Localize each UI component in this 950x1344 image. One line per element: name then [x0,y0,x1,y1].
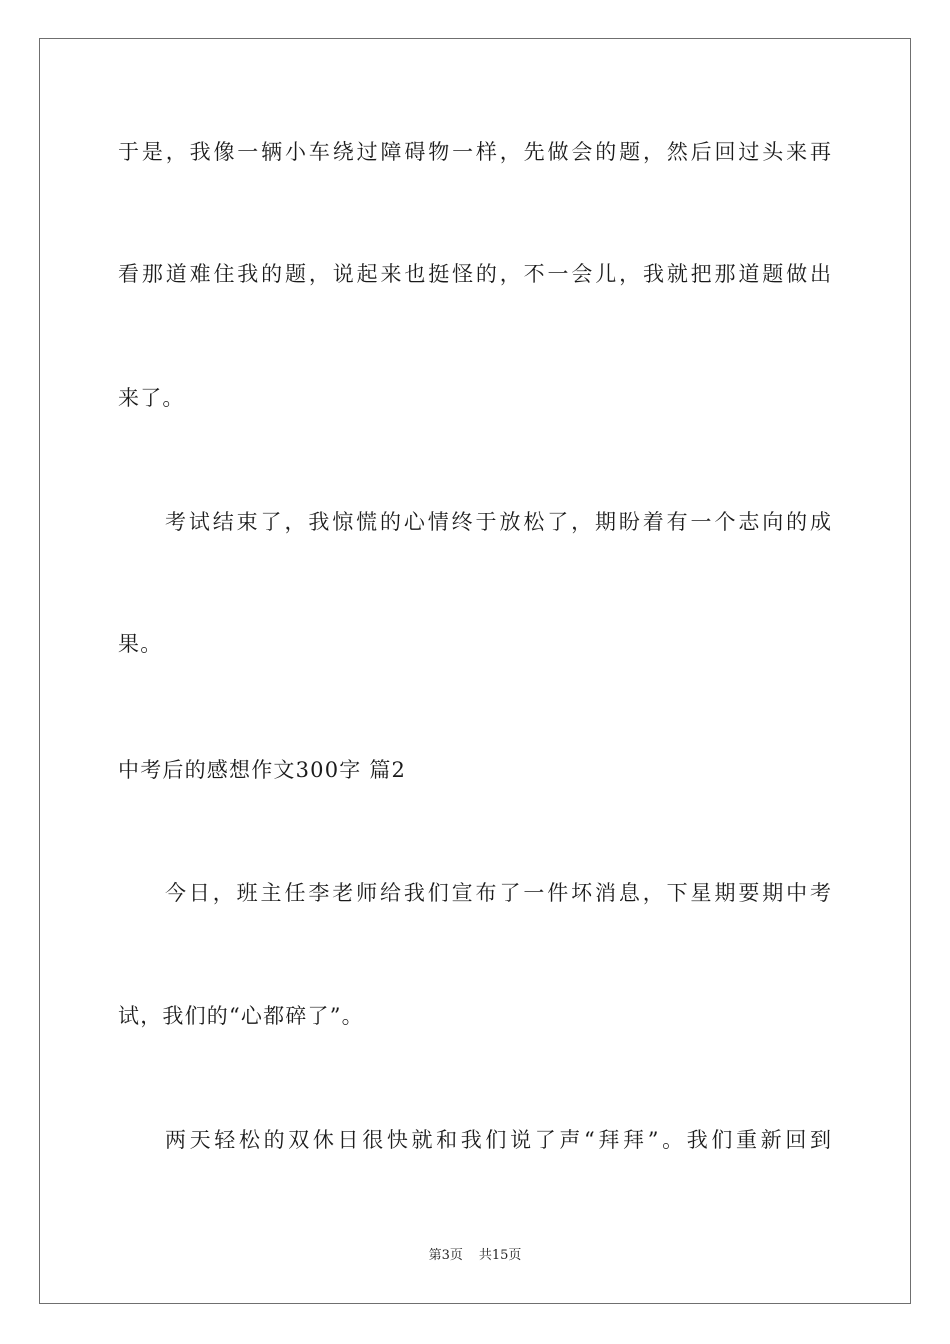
page-border [39,38,911,1304]
paragraph-line-1: 于是，我像一辆小车绕过障碍物一样，先做会的题，然后回过头来再 [118,140,831,164]
page-total: 共15页 [478,1248,522,1263]
paragraph-line-3: 来了。 [118,386,185,410]
paragraph-line-4: 考试结束了，我惊慌的心情终于放松了，期盼着有一个志向的成 [165,510,831,534]
page-footer [0,1247,950,1265]
paragraph-line-5: 果。 [118,632,163,656]
section-heading: 中考后的感想作文300字 篇2 [118,758,407,782]
paragraph-line-2: 看那道难住我的题，说起来也挺怪的，不一会儿，我就把那道题做出 [118,262,831,286]
paragraph-line-8: 两天轻松的双休日很快就和我们说了声“拜拜”。我们重新回到 [165,1128,831,1152]
paragraph-line-7: 试，我们的“心都碎了”。 [118,1004,364,1028]
page-number: 第3页 [428,1248,463,1263]
paragraph-line-6: 今日，班主任李老师给我们宣布了一件坏消息，下星期要期中考 [165,881,831,905]
